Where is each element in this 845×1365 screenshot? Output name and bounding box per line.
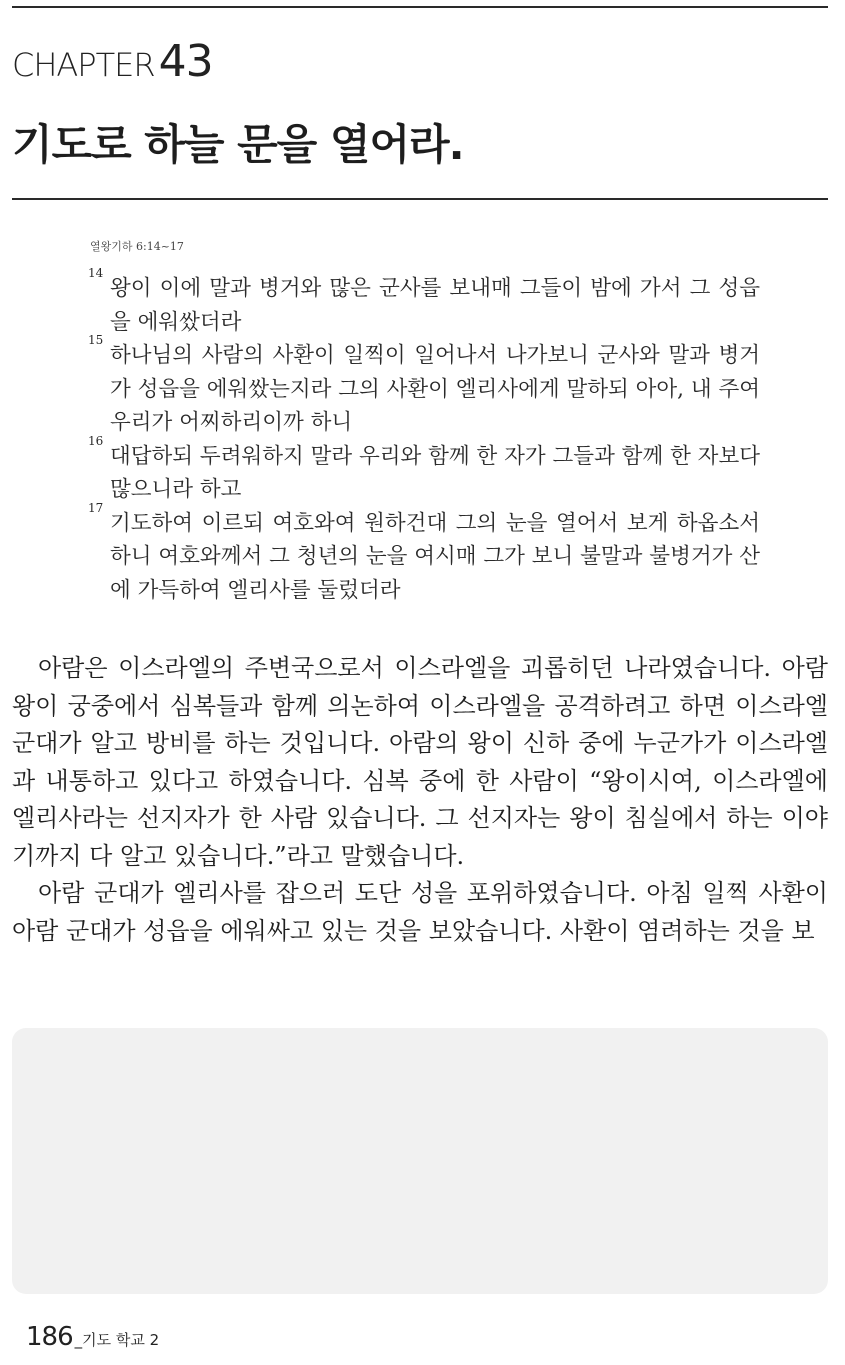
scripture-verses [88, 266, 760, 607]
image-placeholder [12, 1028, 828, 1294]
verse [88, 333, 760, 440]
verse-number: 14 [88, 266, 104, 280]
chapter-heading [12, 36, 213, 87]
title-bottom-rule [12, 198, 828, 200]
page-title: 기도로 하늘 문을 열어라. [12, 120, 464, 169]
chapter-label: CHAPTER [12, 46, 155, 84]
top-rule [12, 6, 828, 8]
verse-text: 기도하여 이르되 여호와여 원하건대 그의 눈을 열어서 보게 하옵소서 하니 여호와께서 그 청년의 눈을 여시매 그가 보니 불말과 불병거가 산에 가득하여 엘리사를 둘렀더라 [110, 510, 760, 603]
verse-number: 15 [88, 333, 104, 347]
page-footer [26, 1322, 159, 1352]
body-text [12, 650, 828, 950]
chapter-number: 43 [158, 36, 213, 87]
body-paragraph: 아람은 이스라엘의 주변국으로서 이스라엘을 괴롭히던 나라였습니다. 아람 왕이 궁중에서 심복들과 함께 의논하여 이스라엘을 공격하려고 하면 이스라엘 군대가 알고 방비를 하는 것입니다. 아람의 왕이 신하 중에 누군가가 이스라엘과 내통하고 있다고 하였습니다. 심복 중에 한 사람이 “왕이시여, 이스라엘에 엘리사라는 선지자가 한 사람 있습니다. 그 선지자는 왕이 침실에서 하는 이야기까지 다 알고 있습니다.”라고 말했습니다. [12, 654, 828, 870]
verse-text: 왕이 이에 말과 병거와 많은 군사를 보내매 그들이 밤에 가서 그 성읍을 에워쌌더라 [110, 276, 760, 335]
page-number: 186 [26, 1322, 73, 1352]
verse-text: 대답하되 두려워하지 말라 우리와 함께 한 자가 그들과 함께 한 자보다 많으니라 하고 [110, 443, 760, 502]
verse-number: 16 [88, 433, 104, 448]
verse-text: 하나님의 사람의 사환이 일찍이 일어나서 나가보니 군사와 말과 병거가 성읍을 에워쌌는지라 그의 사환이 엘리사에게 말하되 아아, 내 주여 우리가 어찌하리이까 하니 [110, 343, 760, 435]
scripture-reference: 열왕기하 6:14~17 [90, 240, 184, 253]
verse [88, 433, 760, 507]
body-paragraph: 아람 군대가 엘리사를 잡으러 도단 성을 포위하였습니다. 아침 일찍 사환이 아람 군대가 성읍을 에워싸고 있는 것을 보았습니다. 사환이 염려하는 것을 보 [12, 879, 828, 945]
verse-number: 17 [88, 500, 104, 515]
verse [88, 266, 760, 339]
verse [88, 500, 760, 608]
book-title: _기도 학교 2 [74, 1331, 160, 1349]
